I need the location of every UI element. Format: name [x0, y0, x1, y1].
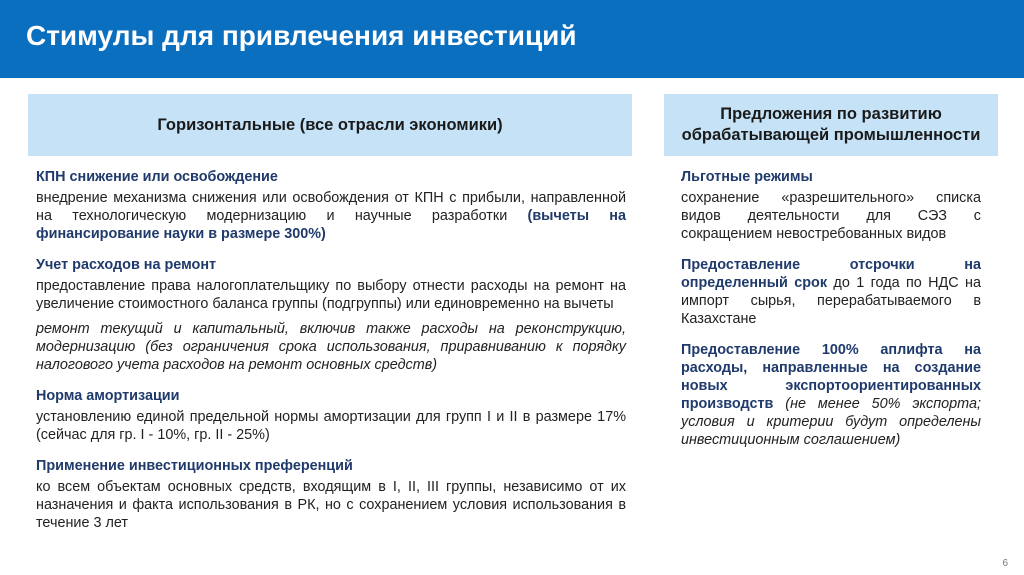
- section-text-repair: предоставление права налогоплательщику по выбору отнести расходы на ремонт на увеличение стоимостного баланса группы (подгруппы) или единовременно на вычеты: [36, 278, 626, 312]
- deferral-highlight: Предоставление отсрочки на определенный срок: [681, 257, 981, 291]
- section-text-depreciation: установлению единой предельной нормы амортизации для групп I и II в размере 17% (сейчас для гр. I - 10%, гр. II - 25%): [36, 409, 626, 443]
- left-column: [36, 168, 626, 532]
- left-column-header: [28, 94, 632, 156]
- page-number: 6: [1002, 558, 1008, 569]
- section-text-kpn-highlight: (вычеты на финансирование науки в размере 300%): [36, 208, 626, 242]
- slide-title: Стимулы для привлечения инвестиций: [26, 20, 577, 51]
- uplift-note: (не менее 50% экспорта; условия и критерии будут определены инвестиционным соглашением): [681, 396, 981, 448]
- section-note-repair: ремонт текущий и капитальный, включив также расходы на реконструкцию, модернизацию (без ограничения срока использования, приравниванию к порядку налогового учета расходов на ремонт основных средств): [36, 321, 626, 373]
- section-text-deferral: [681, 256, 981, 328]
- section-heading-regimes: Льготные режимы: [681, 169, 813, 185]
- section-heading-preferences: Применение инвестиционных преференций: [36, 458, 353, 474]
- right-column: [681, 168, 981, 449]
- uplift-highlight: Предоставление 100% аплифта на расходы, направленные на создание новых экспортоориентированных производств: [681, 342, 981, 412]
- section-heading-repair: Учет расходов на ремонт: [36, 257, 217, 273]
- section-heading-kpn: КПН снижение или освобождение: [36, 169, 278, 185]
- right-column-header-text: Предложения по развитию обрабатывающей промышленности: [681, 105, 981, 144]
- section-text-uplift: [681, 341, 981, 449]
- section-text-preferences: ко всем объектам основных средств, входящим в I, II, III группы, независимо от их назначения и факта использования в РК, но с сохранением условия использования в течение 3 лет: [36, 479, 626, 531]
- section-heading-depreciation: Норма амортизации: [36, 388, 180, 404]
- title-bar: [0, 0, 1024, 78]
- section-text-regimes: сохранение «разрешительного» списка видов деятельности для СЭЗ с сокращением невостребованных видов: [681, 190, 981, 242]
- left-column-header-text: Горизонтальные (все отрасли экономики): [157, 115, 503, 134]
- section-text-kpn-body: внедрение механизма снижения или освобождения от КПН с прибыли, направленной на технологическую модернизацию и научные разработки: [36, 190, 626, 224]
- right-column-header: [664, 94, 998, 156]
- section-text-kpn: [36, 189, 626, 243]
- deferral-body: до 1 года по НДС на импорт сырья, перерабатываемого в Казахстане: [681, 275, 981, 327]
